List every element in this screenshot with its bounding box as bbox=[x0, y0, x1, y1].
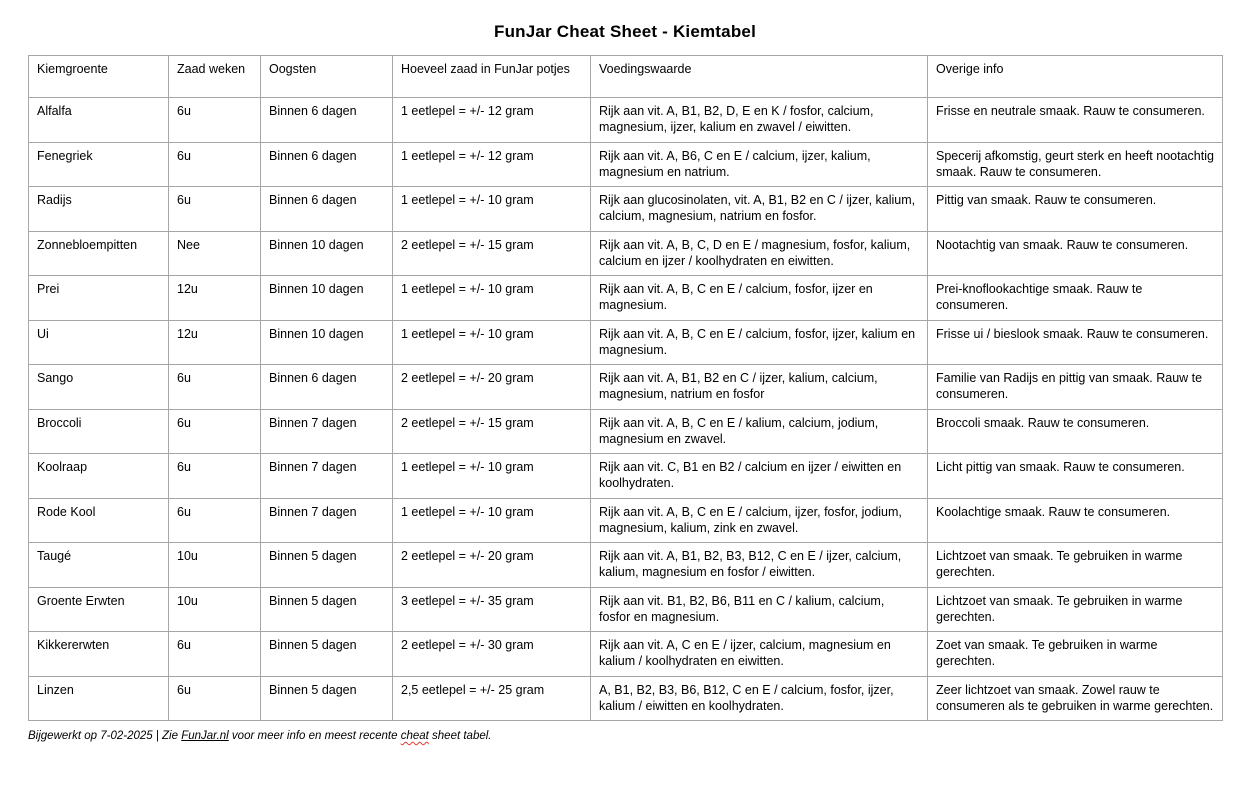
cell-overige-info: Koolachtige smaak. Rauw te consumeren. bbox=[928, 498, 1223, 543]
cell-voedingswaarde: Rijk aan vit. A, B1, B2, B3, B12, C en E / ijzer, calcium, kalium, magnesium en fosfor / eiwitten. bbox=[591, 543, 928, 588]
cell-kiemgroente: Koolraap bbox=[29, 454, 169, 499]
cell-kiemgroente: Alfalfa bbox=[29, 98, 169, 143]
table-row bbox=[29, 543, 1223, 588]
column-header-voedingswaarde: Voedingswaarde bbox=[591, 56, 928, 98]
footer-suffix: sheet tabel. bbox=[428, 730, 492, 742]
cell-zaad-weken: 6u bbox=[169, 454, 261, 499]
table-row bbox=[29, 454, 1223, 499]
cell-hoeveelheid: 2 eetlepel = +/- 15 gram bbox=[393, 409, 591, 454]
header-row bbox=[29, 56, 1223, 98]
table-row bbox=[29, 676, 1223, 721]
column-header-oogsten: Oogsten bbox=[261, 56, 393, 98]
cell-oogsten: Binnen 7 dagen bbox=[261, 409, 393, 454]
cell-voedingswaarde: Rijk aan vit. A, B, C en E / calcium, fosfor, ijzer, kalium en magnesium. bbox=[591, 320, 928, 365]
cell-oogsten: Binnen 6 dagen bbox=[261, 142, 393, 187]
cell-zaad-weken: 6u bbox=[169, 676, 261, 721]
cell-oogsten: Binnen 6 dagen bbox=[261, 365, 393, 410]
cell-hoeveelheid: 2,5 eetlepel = +/- 25 gram bbox=[393, 676, 591, 721]
table-row bbox=[29, 409, 1223, 454]
cell-zaad-weken: 6u bbox=[169, 632, 261, 677]
cell-hoeveelheid: 1 eetlepel = +/- 10 gram bbox=[393, 454, 591, 499]
cell-oogsten: Binnen 7 dagen bbox=[261, 454, 393, 499]
cell-kiemgroente: Sango bbox=[29, 365, 169, 410]
cell-hoeveelheid: 1 eetlepel = +/- 10 gram bbox=[393, 276, 591, 321]
table-row bbox=[29, 498, 1223, 543]
table-row bbox=[29, 587, 1223, 632]
funjar-link[interactable]: FunJar.nl bbox=[181, 730, 229, 742]
cell-overige-info: Prei-knoflookachtige smaak. Rauw te consumeren. bbox=[928, 276, 1223, 321]
cell-kiemgroente: Radijs bbox=[29, 187, 169, 232]
column-header-overige-info: Overige info bbox=[928, 56, 1223, 98]
cell-voedingswaarde: Rijk aan vit. A, B1, B2 en C / ijzer, kalium, calcium, magnesium, natrium en fosfor bbox=[591, 365, 928, 410]
cell-hoeveelheid: 1 eetlepel = +/- 10 gram bbox=[393, 320, 591, 365]
cell-oogsten: Binnen 10 dagen bbox=[261, 320, 393, 365]
cell-overige-info: Frisse en neutrale smaak. Rauw te consumeren. bbox=[928, 98, 1223, 143]
cell-zaad-weken: 6u bbox=[169, 498, 261, 543]
column-header-zaad-weken: Zaad weken bbox=[169, 56, 261, 98]
kiemtabel-table bbox=[28, 55, 1223, 721]
cell-oogsten: Binnen 5 dagen bbox=[261, 676, 393, 721]
cell-overige-info: Nootachtig van smaak. Rauw te consumeren. bbox=[928, 231, 1223, 276]
table-row bbox=[29, 365, 1223, 410]
cell-voedingswaarde: Rijk aan vit. A, B1, B2, D, E en K / fosfor, calcium, magnesium, ijzer, kalium en zwavel / eiwitten. bbox=[591, 98, 928, 143]
cell-voedingswaarde: Rijk aan vit. A, B6, C en E / calcium, ijzer, kalium, magnesium en natrium. bbox=[591, 142, 928, 187]
cell-zaad-weken: Nee bbox=[169, 231, 261, 276]
cell-overige-info: Zeer lichtzoet van smaak. Zowel rauw te consumeren als te gebruiken in warme gerechten. bbox=[928, 676, 1223, 721]
cell-hoeveelheid: 1 eetlepel = +/- 10 gram bbox=[393, 498, 591, 543]
cell-kiemgroente: Zonnebloempitten bbox=[29, 231, 169, 276]
cell-voedingswaarde: Rijk aan vit. A, B, C en E / calcium, ijzer, fosfor, jodium, magnesium, kalium, zink en zwavel. bbox=[591, 498, 928, 543]
cell-voedingswaarde: Rijk aan vit. A, B, C en E / kalium, calcium, jodium, magnesium en zwavel. bbox=[591, 409, 928, 454]
cell-kiemgroente: Taugé bbox=[29, 543, 169, 588]
cell-kiemgroente: Rode Kool bbox=[29, 498, 169, 543]
page-title: FunJar Cheat Sheet - Kiemtabel bbox=[493, 22, 756, 41]
cell-oogsten: Binnen 6 dagen bbox=[261, 98, 393, 143]
table-row bbox=[29, 142, 1223, 187]
footer-misspelled-word: cheat bbox=[400, 730, 429, 742]
cell-voedingswaarde: Rijk aan vit. A, B, C, D en E / magnesium, fosfor, kalium, calcium en ijzer / koolhydraten en eiwitten. bbox=[591, 231, 928, 276]
cell-overige-info: Frisse ui / bieslook smaak. Rauw te consumeren. bbox=[928, 320, 1223, 365]
cell-kiemgroente: Ui bbox=[29, 320, 169, 365]
cell-hoeveelheid: 2 eetlepel = +/- 20 gram bbox=[393, 543, 591, 588]
cell-kiemgroente: Groente Erwten bbox=[29, 587, 169, 632]
cell-kiemgroente: Prei bbox=[29, 276, 169, 321]
footer-note bbox=[28, 730, 1222, 742]
cell-hoeveelheid: 1 eetlepel = +/- 12 gram bbox=[393, 142, 591, 187]
cell-overige-info: Lichtzoet van smaak. Te gebruiken in warme gerechten. bbox=[928, 587, 1223, 632]
cell-voedingswaarde: Rijk aan vit. A, B, C en E / calcium, fosfor, ijzer en magnesium. bbox=[591, 276, 928, 321]
cell-overige-info: Lichtzoet van smaak. Te gebruiken in warme gerechten. bbox=[928, 543, 1223, 588]
cell-zaad-weken: 12u bbox=[169, 320, 261, 365]
cell-oogsten: Binnen 7 dagen bbox=[261, 498, 393, 543]
cell-hoeveelheid: 2 eetlepel = +/- 30 gram bbox=[393, 632, 591, 677]
cell-overige-info: Specerij afkomstig, geurt sterk en heeft nootachtig smaak. Rauw te consumeren. bbox=[928, 142, 1223, 187]
cell-kiemgroente: Broccoli bbox=[29, 409, 169, 454]
cell-zaad-weken: 6u bbox=[169, 142, 261, 187]
cell-oogsten: Binnen 10 dagen bbox=[261, 231, 393, 276]
cell-oogsten: Binnen 5 dagen bbox=[261, 543, 393, 588]
cell-overige-info: Familie van Radijs en pittig van smaak. Rauw te consumeren. bbox=[928, 365, 1223, 410]
cell-voedingswaarde: Rijk aan vit. C, B1 en B2 / calcium en ijzer / eiwitten en koolhydraten. bbox=[591, 454, 928, 499]
table-row bbox=[29, 98, 1223, 143]
table-body bbox=[29, 98, 1223, 721]
cell-oogsten: Binnen 6 dagen bbox=[261, 187, 393, 232]
cell-zaad-weken: 10u bbox=[169, 543, 261, 588]
cell-overige-info: Zoet van smaak. Te gebruiken in warme gerechten. bbox=[928, 632, 1223, 677]
cell-voedingswaarde: Rijk aan vit. B1, B2, B6, B11 en C / kalium, calcium, fosfor en magnesium. bbox=[591, 587, 928, 632]
cell-zaad-weken: 10u bbox=[169, 587, 261, 632]
cell-overige-info: Licht pittig van smaak. Rauw te consumeren. bbox=[928, 454, 1223, 499]
cell-oogsten: Binnen 10 dagen bbox=[261, 276, 393, 321]
cell-oogsten: Binnen 5 dagen bbox=[261, 587, 393, 632]
cell-oogsten: Binnen 5 dagen bbox=[261, 632, 393, 677]
table-row bbox=[29, 320, 1223, 365]
table-row bbox=[29, 187, 1223, 232]
cell-zaad-weken: 6u bbox=[169, 98, 261, 143]
cell-zaad-weken: 6u bbox=[169, 365, 261, 410]
cell-kiemgroente: Fenegriek bbox=[29, 142, 169, 187]
cell-kiemgroente: Linzen bbox=[29, 676, 169, 721]
cell-hoeveelheid: 1 eetlepel = +/- 10 gram bbox=[393, 187, 591, 232]
cell-zaad-weken: 6u bbox=[169, 409, 261, 454]
cell-kiemgroente: Kikkererwten bbox=[29, 632, 169, 677]
cell-overige-info: Broccoli smaak. Rauw te consumeren. bbox=[928, 409, 1223, 454]
column-header-hoeveelheid: Hoeveel zaad in FunJar potjes bbox=[393, 56, 591, 98]
column-header-kiemgroente: Kiemgroente bbox=[29, 56, 169, 98]
cell-zaad-weken: 12u bbox=[169, 276, 261, 321]
cell-hoeveelheid: 2 eetlepel = +/- 20 gram bbox=[393, 365, 591, 410]
cell-hoeveelheid: 1 eetlepel = +/- 12 gram bbox=[393, 98, 591, 143]
cell-overige-info: Pittig van smaak. Rauw te consumeren. bbox=[928, 187, 1223, 232]
footer-prefix: Bijgewerkt op 7-02-2025 | Zie bbox=[28, 730, 182, 742]
cell-zaad-weken: 6u bbox=[169, 187, 261, 232]
cell-voedingswaarde: Rijk aan glucosinolaten, vit. A, B1, B2 en C / ijzer, kalium, calcium, magnesium, natrium en fosfor. bbox=[591, 187, 928, 232]
cell-voedingswaarde: Rijk aan vit. A, C en E / ijzer, calcium, magnesium en kalium / koolhydraten en eiwitten. bbox=[591, 632, 928, 677]
table-row bbox=[29, 231, 1223, 276]
cell-hoeveelheid: 2 eetlepel = +/- 15 gram bbox=[393, 231, 591, 276]
cell-hoeveelheid: 3 eetlepel = +/- 35 gram bbox=[393, 587, 591, 632]
table-row bbox=[29, 276, 1223, 321]
footer-middle: voor meer info en meest recente bbox=[228, 730, 401, 742]
cell-voedingswaarde: A, B1, B2, B3, B6, B12, C en E / calcium, fosfor, ijzer, kalium / eiwitten en koolhydraten. bbox=[591, 676, 928, 721]
table-row bbox=[29, 632, 1223, 677]
